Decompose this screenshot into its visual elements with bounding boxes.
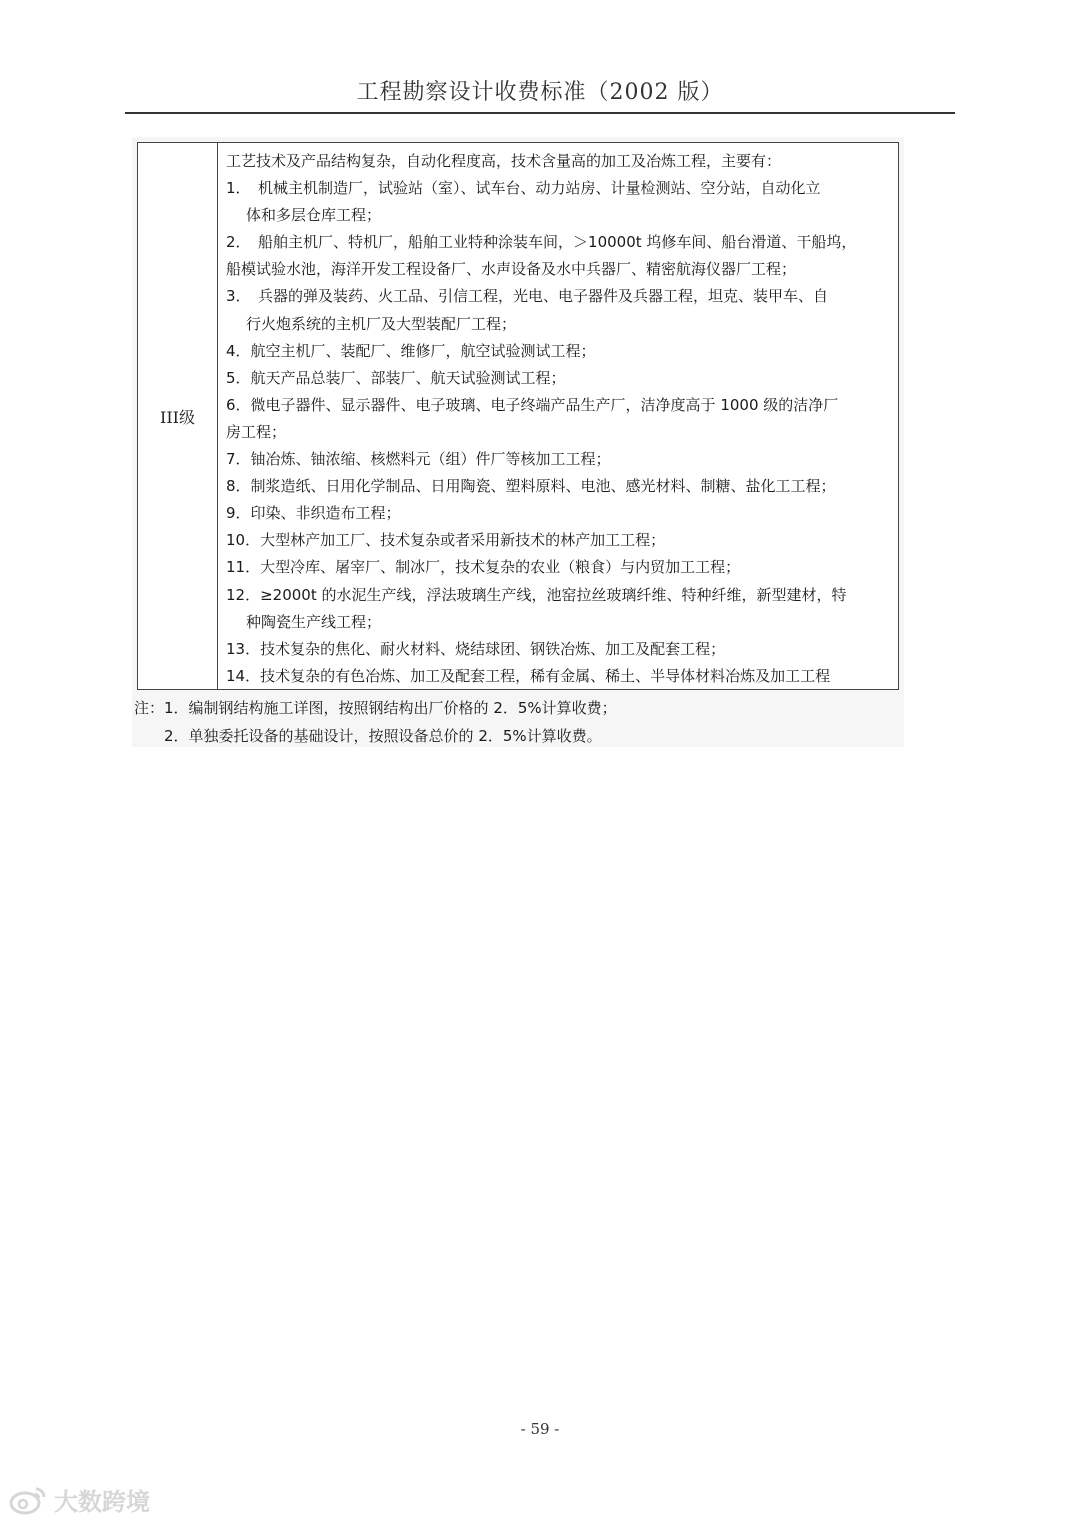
- watermark: [8, 1482, 150, 1517]
- table-text-line: 10．大型林产加工厂、技术复杂或者采用新技术的林产加工工程；: [226, 531, 666, 550]
- table-text-line: 14．技术复杂的有色冶炼、加工及配套工程，稀有金属、稀土、半导体材料冶炼及加工工程: [226, 666, 831, 685]
- grade-cell: [138, 143, 218, 689]
- page-header: [125, 74, 955, 114]
- note-2: 2．单独委托设备的基础设计，按照设备总价的 2．5%计算收费。: [164, 727, 602, 745]
- table-text-line: 4．航空主机厂、装配厂、维修厂，航空试验测试工程；: [226, 341, 596, 360]
- page-title: 工程勘察设计收费标准（2002 版）: [356, 80, 724, 105]
- grade-description-cell: [226, 148, 892, 685]
- table-text-line: 工艺技术及产品结构复杂，自动化程度高，技术含量高的加工及冶炼工程，主要有：: [226, 152, 782, 170]
- table-text-line: 3． 兵器的弹及装药、火工品、引信工程，光电、电子器件及兵器工程，坦克、装甲车、自: [226, 287, 829, 306]
- table-text-line: 种陶瓷生产线工程；: [246, 612, 382, 631]
- grade-label: III级: [160, 407, 195, 427]
- page-number: - 59 -: [520, 1420, 560, 1438]
- table-text-line: 船模试验水池，海洋开发工程设备厂、水声设备及水中兵器厂、精密航海仪器厂工程；: [226, 260, 797, 279]
- watermark-text: 大数跨境: [54, 1488, 150, 1516]
- table-text-line: 行火炮系统的主机厂及大型装配厂工程；: [246, 314, 517, 333]
- table-notes: [134, 694, 904, 750]
- table-text-line: 11．大型冷库、屠宰厂、制冰厂，技术复杂的农业（粮食）与内贸加工工程；: [226, 558, 741, 577]
- table-text-line: 房工程；: [226, 422, 287, 441]
- table-text-line: 12．≥2000t 的水泥生产线，浮法玻璃生产线，池窑拉丝玻璃纤维、特种纤维，新型建材，特: [226, 585, 847, 604]
- table-text-line: 6．微电子器件、显示器件、电子玻璃、电子终端产品生产厂，洁净度高于 1000 级的洁净厂: [226, 395, 839, 414]
- engineering-grade-table: [137, 142, 899, 690]
- table-text-line: 2． 船舶主机厂、特机厂，船舶工业特种涂装车间，＞10000t 坞修车间、船台滑道、干船坞，: [226, 233, 857, 252]
- table-text-line: 9．印染、非织造布工程；: [226, 504, 401, 523]
- table-text-line: 7．铀冶炼、铀浓缩、核燃料元（组）件厂等核加工工程；: [226, 450, 611, 469]
- table-text-line: 1． 机械主机制造厂，试验站（室）、试车台、动力站房、计量检测站、空分站，自动化立: [226, 179, 821, 198]
- table-text-line: 8．制浆造纸、日用化学制品、日用陶瓷、塑料原料、电池、感光材料、制糖、盐化工工程；: [226, 477, 836, 496]
- table-text-line: 5．航天产品总装厂、部装厂、航天试验测试工程；: [226, 368, 566, 387]
- table-text-line: 13．技术复杂的焦化、耐火材料、烧结球团、钢铁冶炼、加工及配套工程；: [226, 639, 726, 658]
- note-1: 注：1．编制钢结构施工详图，按照钢结构出厂价格的 2．5%计算收费；: [134, 699, 617, 717]
- weibo-logo-icon: [8, 1485, 48, 1515]
- table-text-line: 体和多层仓库工程；: [246, 206, 382, 225]
